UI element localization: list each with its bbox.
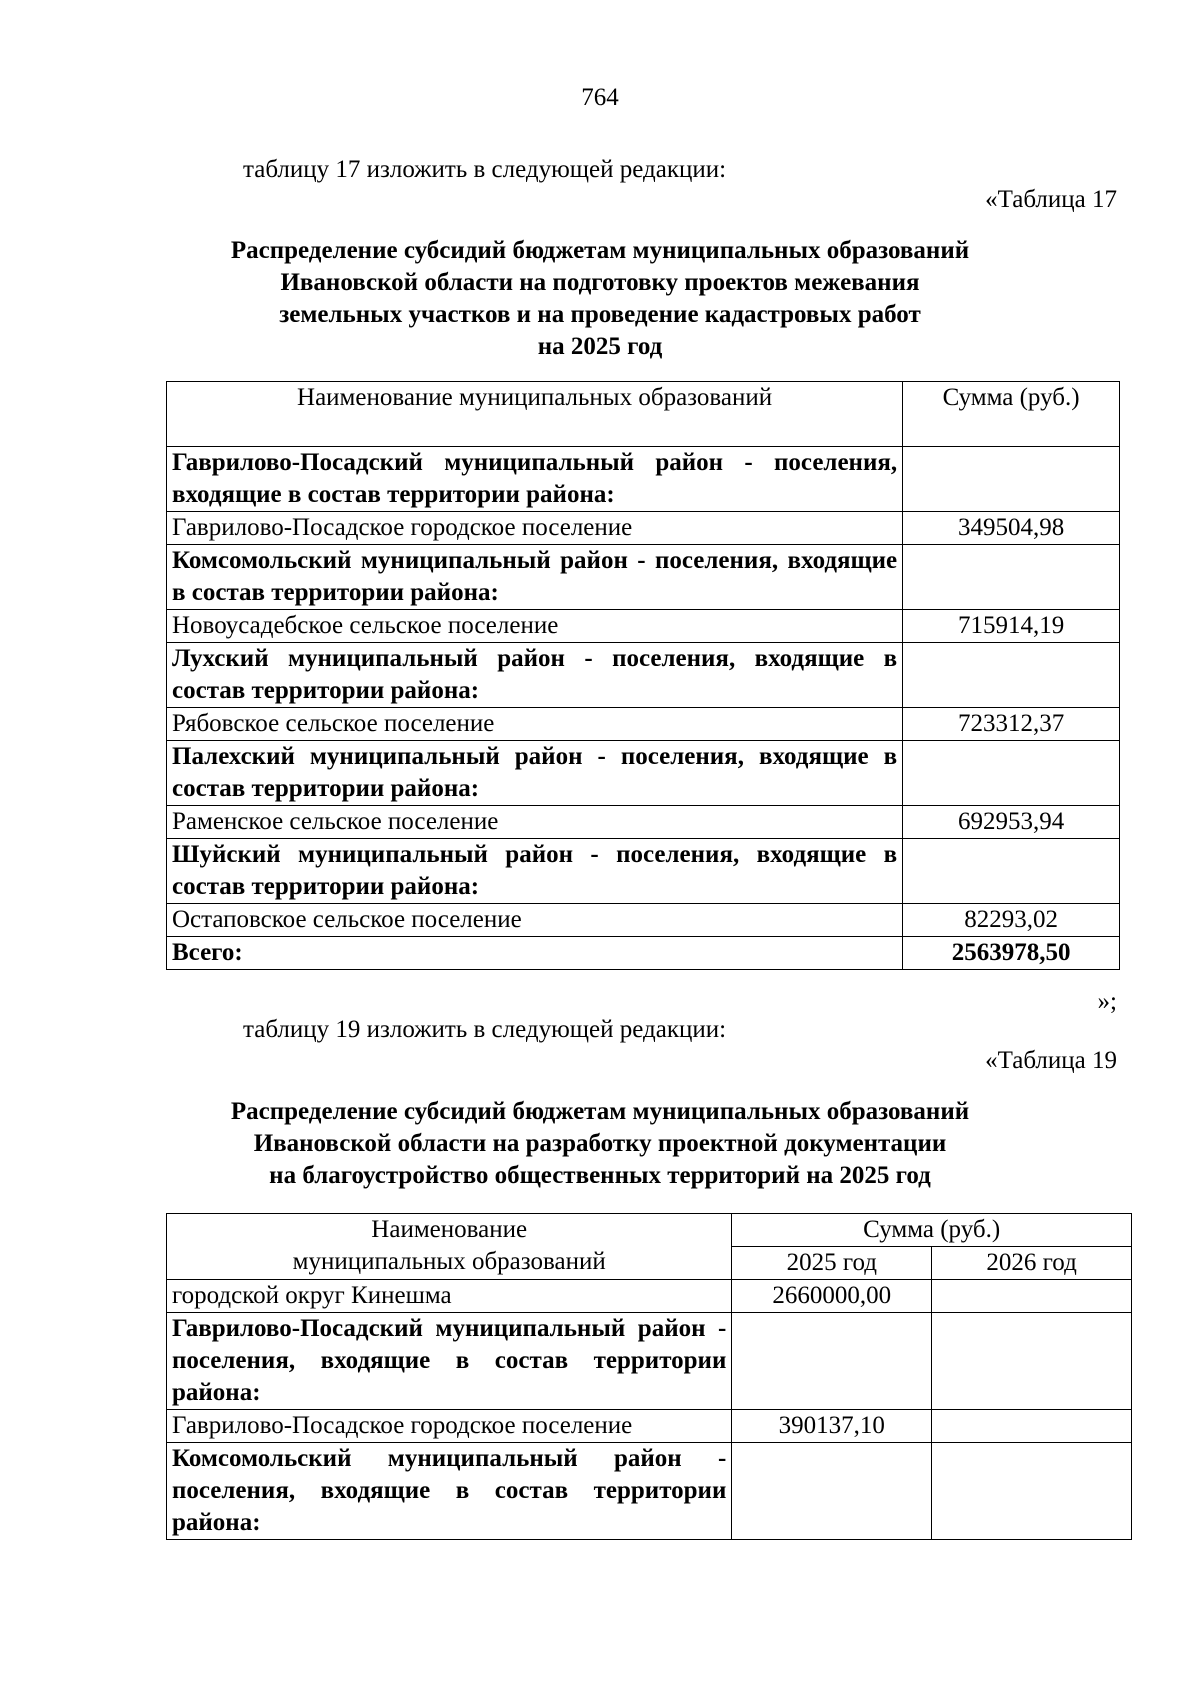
sum-2025-cell: 390137,10	[732, 1410, 932, 1443]
table-19	[166, 1213, 1132, 1540]
sum-2025-cell	[732, 1313, 932, 1410]
table-row	[167, 904, 1120, 937]
caption-line: Распределение субсидий бюджетам муниципальных образований	[230, 237, 970, 264]
header-year-2026: 2026 год	[932, 1247, 1132, 1280]
sum-cell: 692953,94	[903, 806, 1120, 839]
caption-line: на 2025 год	[537, 333, 663, 360]
sum-cell	[903, 545, 1120, 610]
table-row	[167, 610, 1120, 643]
district-name: Шуйский муниципальный район - поселения, входящие в состав территории района:	[167, 839, 903, 904]
table-row	[167, 1443, 1132, 1540]
header-name	[167, 1214, 732, 1280]
table-19-reference: «Таблица 19	[985, 1047, 1117, 1074]
caption-line: Ивановской области на разработку проектной документации	[253, 1130, 947, 1157]
settlement-name: городской округ Кинешма	[167, 1280, 732, 1313]
sum-cell	[903, 839, 1120, 904]
table-row	[167, 1280, 1132, 1313]
header-year-2025: 2025 год	[732, 1247, 932, 1280]
caption-line: на благоустройство общественных территорий на 2025 год	[269, 1162, 931, 1189]
table-17-reference: «Таблица 17	[985, 186, 1117, 213]
table-17	[166, 381, 1120, 970]
settlement-name: Остаповское сельское поселение	[167, 904, 903, 937]
settlement-name: Раменское сельское поселение	[167, 806, 903, 839]
closing-quote: »;	[1097, 988, 1117, 1015]
total-sum: 2563978,50	[903, 937, 1120, 970]
instruction-table-19: таблицу 19 изложить в следующей редакции:	[243, 1016, 727, 1043]
caption-line: Ивановской области на подготовку проектов межевания	[280, 269, 920, 296]
sum-cell: 715914,19	[903, 610, 1120, 643]
instruction-table-17: таблицу 17 изложить в следующей редакции:	[243, 156, 727, 183]
district-name: Комсомольский муниципальный район - поселения, входящие в состав территории района:	[167, 545, 903, 610]
table-row	[167, 1313, 1132, 1410]
table-19-caption	[0, 1096, 1200, 1192]
sum-cell: 82293,02	[903, 904, 1120, 937]
table-row	[167, 545, 1120, 610]
header-name: Наименование муниципальных образований	[167, 382, 903, 447]
table-header-row	[167, 382, 1120, 447]
table-row	[167, 512, 1120, 545]
sum-cell	[903, 741, 1120, 806]
district-name: Палехский муниципальный район - поселения, входящие в состав территории района:	[167, 741, 903, 806]
district-name: Комсомольский муниципальный район - поселения, входящие в состав территории района:	[167, 1443, 732, 1540]
sum-cell: 349504,98	[903, 512, 1120, 545]
table-header-row	[167, 1214, 1132, 1247]
sum-cell	[903, 447, 1120, 512]
sum-2026-cell	[932, 1410, 1132, 1443]
table-row	[167, 741, 1120, 806]
sum-cell	[903, 643, 1120, 708]
caption-line: Распределение субсидий бюджетам муниципальных образований	[230, 1098, 970, 1125]
table-row	[167, 1410, 1132, 1443]
district-name: Гаврилово-Посадский муниципальный район - поселения, входящие в состав территории района:	[167, 447, 903, 512]
table-17-caption	[0, 235, 1200, 363]
sum-cell: 723312,37	[903, 708, 1120, 741]
sum-2026-cell	[932, 1313, 1132, 1410]
table-row	[167, 806, 1120, 839]
header-name-line: Наименование	[371, 1216, 528, 1243]
header-name-line: муниципальных образований	[292, 1248, 606, 1275]
table-row	[167, 447, 1120, 512]
table-row	[167, 708, 1120, 741]
table-row	[167, 643, 1120, 708]
page-number: 764	[581, 84, 619, 111]
sum-2025-cell	[732, 1443, 932, 1540]
header-sum: Сумма (руб.)	[903, 382, 1120, 447]
caption-line: земельных участков и на проведение кадастровых работ	[279, 301, 921, 328]
settlement-name: Гаврилово-Посадское городское поселение	[167, 512, 903, 545]
total-label: Всего:	[167, 937, 903, 970]
sum-2025-cell: 2660000,00	[732, 1280, 932, 1313]
settlement-name: Гаврилово-Посадское городское поселение	[167, 1410, 732, 1443]
total-row	[167, 937, 1120, 970]
table-row	[167, 839, 1120, 904]
district-name: Гаврилово-Посадский муниципальный район - поселения, входящие в состав территории района:	[167, 1313, 732, 1410]
settlement-name: Рябовское сельское поселение	[167, 708, 903, 741]
sum-2026-cell	[932, 1443, 1132, 1540]
district-name: Лухский муниципальный район - поселения, входящие в состав территории района:	[167, 643, 903, 708]
sum-2026-cell	[932, 1280, 1132, 1313]
header-sum: Сумма (руб.)	[732, 1214, 1132, 1247]
settlement-name: Новоусадебское сельское поселение	[167, 610, 903, 643]
